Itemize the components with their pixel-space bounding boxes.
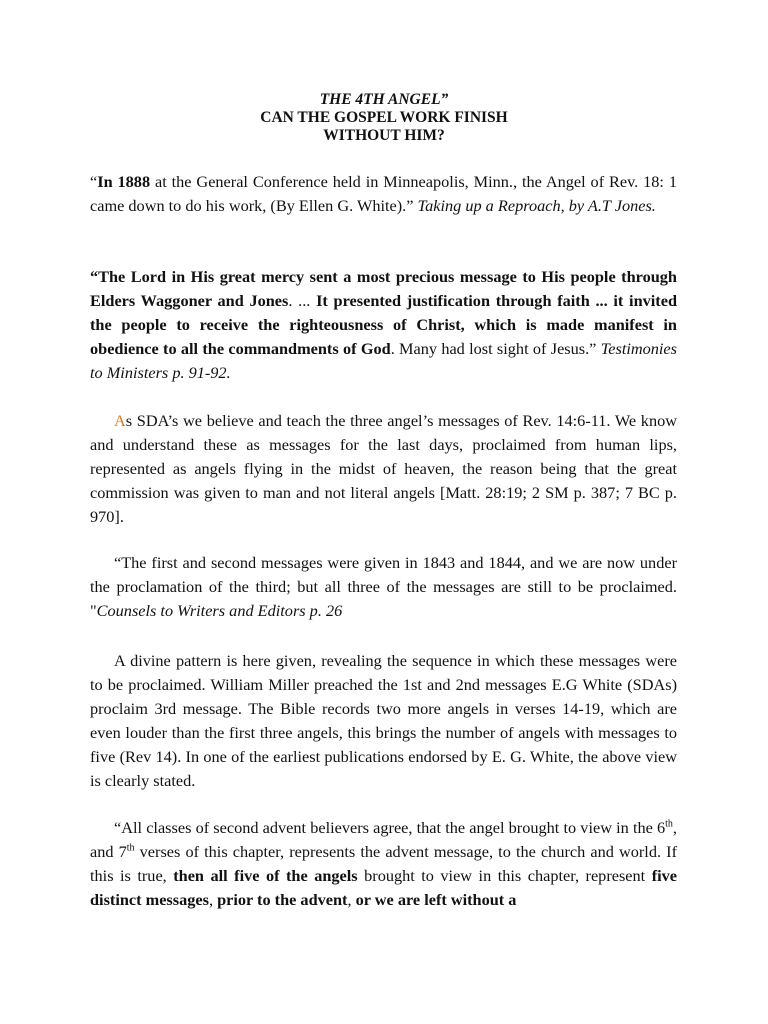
paragraph-text: s SDA’s we believe and teach the three angel’s messages of Rev. 14:6-11. We know and understand these as messages for the last days, proclaimed from human lips, represented as angels flying in the midst of heaven, the reason being that the great commission was given to man and not literal angels [Matt. 28:19; 2 SM p. 387; 7 BC p. 970].	[90, 411, 677, 526]
text-segment: , and 7	[90, 818, 677, 861]
text-segment: “All classes of second advent believers agree, that the angel brought to view in the 6	[114, 818, 666, 837]
bold-year: In 1888	[97, 172, 151, 191]
title-line-2: CAN THE GOSPEL WORK FINISH	[260, 109, 508, 126]
paragraph-text: “The first and second messages were given in 1843 and 1844, and we are now under the proclamation of the third; but all three of the messages are still to be proclaimed. "	[90, 553, 677, 620]
bold-segment: then all five of the angels	[173, 866, 358, 885]
text-segment: ,	[208, 890, 218, 909]
title-line-1: THE 4TH ANGEL”	[319, 91, 449, 108]
title-line-3: WITHOUT HIM?	[323, 127, 445, 144]
paragraph-text: A divine pattern is here given, revealing the sequence in which these messages were to be proclaimed. William Miller preached the 1st and 2nd messages E.G White (SDAs) proclaim 3rd message. The Bible records two more angels in verses 14-19, which are even louder than the first three angels, this brings the number of angels with messages to five (Rev 14). In one of the earliest publications endorsed by E. G. White, the above view is clearly stated.	[90, 651, 677, 790]
bold-quote-2: It presented justification through faith ... it invited the people to receive the righteousness of Christ, which is made manifest in obedience to all the commandments of God	[90, 291, 678, 358]
citation: Taking up a Reproach, by A.T Jones.	[417, 196, 656, 215]
paragraph-lord-mercy-quote	[90, 265, 677, 385]
citation: Counsels to Writers and Editors p. 26	[96, 601, 343, 620]
citation: Testimonies to Ministers p. 91-92.	[90, 339, 677, 382]
text-segment: ,	[347, 890, 356, 909]
paragraph-three-angels	[90, 409, 677, 529]
document-title	[0, 91, 768, 145]
superscript: th	[126, 842, 135, 854]
paragraph-second-advent-believers	[90, 816, 677, 912]
paragraph-divine-pattern	[90, 649, 677, 793]
superscript: th	[665, 818, 673, 830]
bold-segment: five distinct messages	[90, 866, 678, 909]
separator: . ...	[288, 291, 317, 310]
paragraph-text: . Many had lost sight of Jesus.”	[390, 339, 601, 358]
paragraph-first-second-messages	[90, 551, 677, 623]
bold-segment: or we are left without a	[355, 890, 517, 909]
bold-quote-1: “The Lord in His great mercy sent a most precious message to His people through Elders Waggoner and Jones	[90, 267, 677, 310]
bold-segment: prior to the advent	[217, 890, 348, 909]
paragraph-1888-quote	[90, 170, 677, 218]
open-quote: “	[90, 172, 98, 191]
text-segment: brought to view in this chapter, represent	[357, 866, 652, 885]
drop-cap-letter: A	[114, 411, 126, 430]
text-segment: verses of this chapter, represents the advent message, to the church and world. If this is true,	[90, 842, 677, 885]
paragraph-text: at the General Conference held in Minneapolis, Minn., the Angel of Rev. 18: 1 came down to do his work, (By Ellen G. White).”	[90, 172, 677, 215]
